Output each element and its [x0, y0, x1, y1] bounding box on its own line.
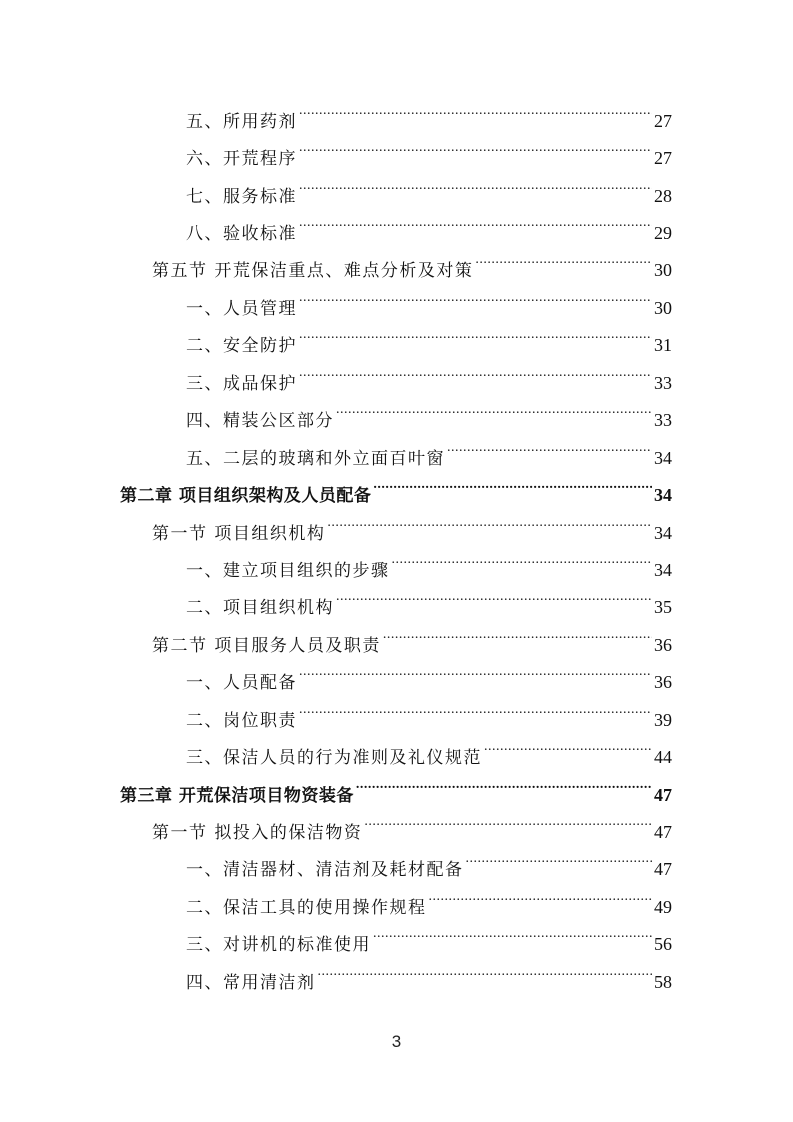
toc-entry-title: 一、人员管理: [186, 298, 297, 319]
dot-leader: [299, 671, 652, 688]
toc-entry[interactable]: [0, 702, 793, 739]
toc-entry-title: 三、对讲机的标准使用: [186, 935, 371, 956]
toc-entry-page: 56: [654, 934, 672, 955]
toc-entry[interactable]: [0, 403, 793, 440]
toc-entry-title: 第二章 项目组织架构及人员配备: [120, 486, 372, 507]
toc-entry-page: 28: [654, 185, 672, 206]
table-of-contents: [0, 103, 793, 1002]
dot-leader: [364, 821, 652, 838]
toc-entry-title: 二、项目组织机构: [186, 598, 334, 619]
toc-entry[interactable]: [0, 440, 793, 477]
toc-entry-page: 49: [654, 896, 672, 917]
dot-leader: [318, 971, 653, 988]
toc-entry-page: 47: [654, 784, 672, 805]
toc-entry-title: 一、建立项目组织的步骤: [186, 560, 390, 581]
toc-entry-page: 31: [654, 335, 672, 356]
dot-leader: [429, 896, 653, 913]
toc-entry-title: 第三章 开荒保洁项目物资装备: [120, 785, 354, 806]
toc-entry-title: 一、清洁器材、清洁剂及耗材配备: [186, 860, 464, 881]
dot-leader: [299, 334, 652, 351]
toc-entry-title: 八、验收标准: [186, 224, 297, 245]
dot-leader: [299, 709, 652, 726]
toc-entry-page: 33: [654, 410, 672, 431]
dot-leader: [356, 784, 652, 801]
toc-entry-page: 36: [654, 672, 672, 693]
toc-chapter-entry[interactable]: [0, 777, 793, 814]
toc-entry[interactable]: [0, 328, 793, 365]
toc-entry-page: 27: [654, 148, 672, 169]
toc-entry-title: 五、二层的玻璃和外立面百叶窗: [186, 448, 445, 469]
toc-entry[interactable]: [0, 290, 793, 327]
dot-leader: [299, 297, 652, 314]
toc-entry-title: 第五节 开荒保洁重点、难点分析及对策: [152, 261, 474, 282]
page-number: 3: [391, 1032, 402, 1051]
toc-entry-title: 四、常用清洁剂: [186, 972, 316, 993]
toc-entry-page: 44: [654, 747, 672, 768]
toc-entry-page: 36: [654, 634, 672, 655]
toc-entry[interactable]: [0, 103, 793, 140]
dot-leader: [484, 746, 652, 763]
toc-entry[interactable]: [0, 140, 793, 177]
dot-leader: [336, 409, 652, 426]
toc-entry-page: 34: [654, 485, 672, 506]
toc-entry[interactable]: [0, 665, 793, 702]
toc-entry[interactable]: [0, 552, 793, 589]
toc-entry-title: 第一节 项目组织机构: [152, 523, 326, 544]
dot-leader: [466, 858, 653, 875]
toc-entry-page: 35: [654, 597, 672, 618]
toc-entry-title: 第二节 项目服务人员及职责: [152, 635, 381, 656]
dot-leader: [327, 522, 652, 539]
dot-leader: [299, 110, 652, 127]
dot-leader: [373, 933, 652, 950]
toc-entry-title: 二、岗位职责: [186, 710, 297, 731]
dot-leader: [299, 222, 652, 239]
toc-entry-title: 二、保洁工具的使用操作规程: [186, 897, 427, 918]
toc-entry-title: 三、保洁人员的行为准则及礼仪规范: [186, 748, 482, 769]
toc-entry[interactable]: [0, 215, 793, 252]
toc-entry[interactable]: [0, 852, 793, 889]
toc-entry-title: 第一节 拟投入的保洁物资: [152, 823, 363, 844]
toc-entry[interactable]: [0, 590, 793, 627]
toc-entry-page: 30: [654, 297, 672, 318]
toc-chapter-entry[interactable]: [0, 477, 793, 514]
toc-entry-title: 五、所用药剂: [186, 111, 297, 132]
toc-entry-page: 34: [654, 447, 672, 468]
toc-entry-page: 39: [654, 709, 672, 730]
toc-entry-page: 33: [654, 372, 672, 393]
toc-entry-page: 34: [654, 522, 672, 543]
toc-entry-title: 七、服务标准: [186, 186, 297, 207]
toc-section-entry[interactable]: [0, 515, 793, 552]
toc-entry-page: 29: [654, 223, 672, 244]
toc-entry-page: 58: [654, 971, 672, 992]
toc-entry-title: 二、安全防护: [186, 336, 297, 357]
dot-leader: [447, 447, 652, 464]
toc-entry-page: 34: [654, 559, 672, 580]
toc-section-entry[interactable]: [0, 814, 793, 851]
toc-entry-page: 47: [654, 822, 672, 843]
dot-leader: [475, 259, 652, 276]
toc-entry[interactable]: [0, 739, 793, 776]
toc-entry[interactable]: [0, 964, 793, 1001]
toc-entry-page: 47: [654, 859, 672, 880]
dot-leader: [299, 185, 652, 202]
toc-entry-title: 三、成品保护: [186, 373, 297, 394]
toc-entry-title: 四、精装公区部分: [186, 411, 334, 432]
dot-leader: [299, 372, 652, 389]
toc-section-entry[interactable]: [0, 627, 793, 664]
dot-leader: [336, 596, 652, 613]
dot-leader: [383, 634, 652, 651]
toc-section-entry[interactable]: [0, 253, 793, 290]
toc-entry[interactable]: [0, 365, 793, 402]
toc-entry-page: 30: [654, 260, 672, 281]
dot-leader: [299, 147, 652, 164]
toc-entry-page: 27: [654, 110, 672, 131]
dot-leader: [373, 484, 652, 501]
toc-entry[interactable]: [0, 927, 793, 964]
toc-entry[interactable]: [0, 889, 793, 926]
toc-entry-title: 一、人员配备: [186, 673, 297, 694]
dot-leader: [392, 559, 653, 576]
toc-entry[interactable]: [0, 178, 793, 215]
toc-entry-title: 六、开荒程序: [186, 149, 297, 170]
